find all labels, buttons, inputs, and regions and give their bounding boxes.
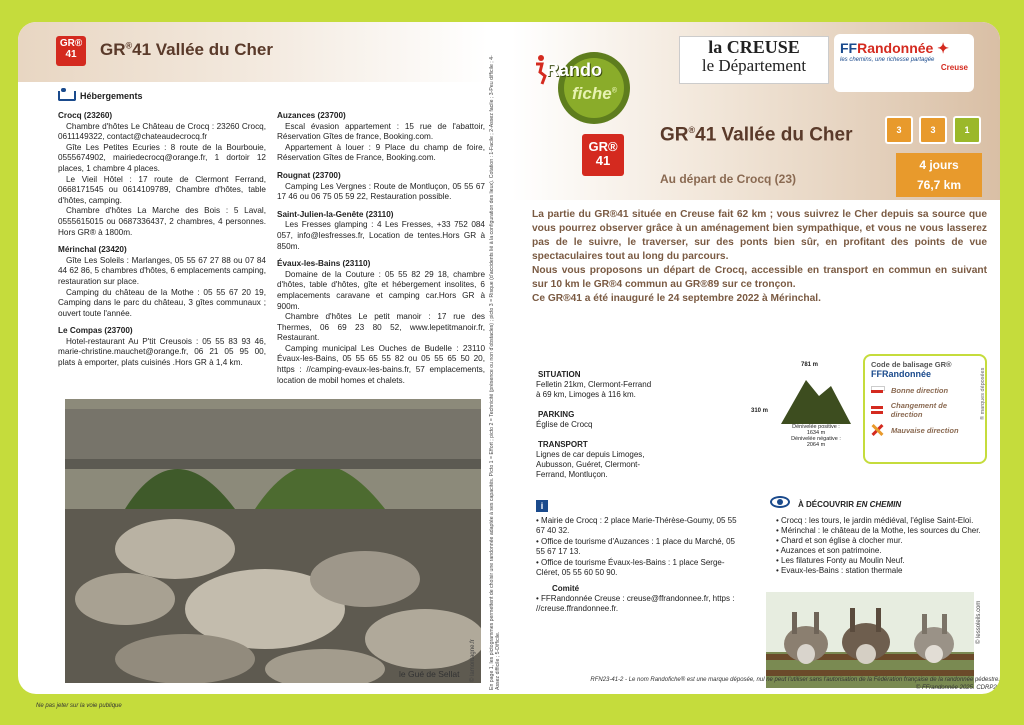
- difficulty-icons: [885, 116, 981, 144]
- river-bridge-illustration: [65, 399, 481, 683]
- comite-list: [536, 594, 746, 614]
- effort-icon: 3: [885, 116, 913, 144]
- pictogram-note: En page 1, les pictogrammes permettent de choisir une randonnée adaptée à ses capacités. Picto 1 = Effort ; picto 2 = Technicité (présence ou non d'obstacles) ; picto 3 = Risque (d'accidents lié à la configuration des lieux). Cotation : 1-Facile ; 2-Assez facile ; 3-Peu difficile ; 4-Assez difficile ; 5-Difficile.: [489, 55, 501, 690]
- elevation-profile: 781 m 310 m Dénivelée positive : 1634 m Dénivelée négative : 2064 m: [751, 362, 861, 462]
- lodging-town: Crocq (23260): [58, 111, 113, 120]
- donkeys-photo: [766, 592, 974, 688]
- trademark-note: ® marques déposées: [980, 367, 986, 420]
- lodging-entry: Chambre d'hôtes La Marche des Bois : 5 Laval, 0555615015 ou 0687336437, 2 chambres, 4 personnes. Hors GR® à 1800m.: [58, 206, 266, 237]
- lodging-town: Auzances (23700): [277, 111, 346, 120]
- lodging-entry: Gîte Les Petites Ecuries : 8 route de la Bourbouie, 0555674902, mairiedecrocq@orange.fr, 1 dortoir 12 places, 1 chambre 4 places.: [58, 142, 266, 173]
- lodging-town: Saint-Julien-la-Genête (23110): [277, 209, 394, 219]
- hebergements-heading: Hébergements: [58, 91, 143, 101]
- lodging-town: Mérinchal (23420): [58, 245, 127, 255]
- contact-item: • Office de tourisme Évaux-les-Bains : 1 place Serge-Cléret, 05 55 60 50 90.: [536, 558, 746, 578]
- legend-good: Bonne direction: [871, 384, 979, 396]
- route-title: GR®41 Vallée du Cher: [660, 124, 853, 146]
- balisage-legend: Code de balisage GR® FFRandonnée Bonne direction Changement de direction Mauvaise direction: [863, 354, 987, 464]
- legal-notice: RFN23-41-2 - Le nom Randofiche® est une marque déposée, nul ne peut l'utiliser sans l'autorisation de la Fédération française de la randonnée pédestre. © FFrandonnée 2025. CDRP23: [590, 677, 1000, 691]
- donkeys-illustration: [766, 592, 974, 688]
- discover-item: • Chard et son église à clocher mur.: [776, 536, 990, 546]
- lodging-entry: Hotel-restaurant Au P'tit Creusois : 05 55 83 93 46, marie-christine.mauchet@orange.fr, 06 21 05 95 00, plats à emporter, plats cuisinés .Hors GR à 1,4 km.: [58, 336, 266, 368]
- discover-item: • Les filatures Fonty au Moulin Neuf.: [776, 556, 990, 566]
- intro-text: La partie du GR®41 située en Creuse fait 62 km ; vous suivrez le Cher depuis sa source que vous pourrez observer grâce à un aménagement bien sympathique, et vous ne vous lasserez pas de le suivre, le traverser, sur des ponts bien sûr, en profitant des points de vue spectaculaires tout au long du parcours. Nous vous proposons un départ de Crocq, accessible en transport en commun en suivant sur 10 km le GR®4 commun au GR®89 sur ce tronçon. Ce GR®41 a été inauguré le 24 septembre 2022 à Mérinchal.: [532, 209, 987, 304]
- parking-block: PARKING Église de Crocq: [536, 410, 656, 430]
- gr-badge-big: GR® 41: [582, 134, 624, 176]
- duration-days: 4 jours: [919, 158, 959, 172]
- lodging-entry: Chambre d'hôtes Le Château de Crocq : 23260 Crocq, 0611149322, contact@chateaudecrocq.fr: [58, 121, 266, 142]
- ffrandonnee-logo: FFRandonnée ✦ les chemins, une richesse partagée Creuse: [834, 34, 974, 92]
- contacts: i • Mairie de Crocq : 2 place Marie-Thérèse-Goumy, 05 55 67 40 32. • Office de tourisme d'Auzances : 1 place du Marché, 05 55 67 17 13. • Office de tourisme Évaux-les-Bains : 1 place Serge-Cléret, 05 55 60 50 90. Comité • FFRandonnée Creuse : creuse@ffrandonnee.fr, https : //creuse.ffrandonnee.fr.: [536, 500, 746, 615]
- lodging-entry: Camping municipal Les Ouches de Budelle : 23110 Évaux-les-Bains, 05 55 65 55 82 ou 05 55 65 50 20, https : //camping-evaux-les-bains.fr, 57 emplacements, location de mobil homes et chalets.: [277, 343, 485, 385]
- left-column: [18, 22, 488, 694]
- discover-item: • Evaux-les-Bains : station thermale: [776, 566, 990, 576]
- lodging-entry: Gîte Les Soleils : Marlanges, 05 55 67 27 88 ou 07 84 44 62 86, 5 chambres d'hôtes, 6 emplacements camping, restauration sur place.: [58, 255, 266, 286]
- duration-box: [896, 153, 982, 197]
- page: [18, 22, 1000, 694]
- duration-distance: 76,7 km: [916, 178, 962, 192]
- contacts-list: [536, 516, 746, 578]
- lodging-entry: Camping du château de la Mothe : 05 55 67 20 19, Camping dans le parc du château, 3 gîtes communaux ; ouvert toute l'année.: [58, 287, 266, 318]
- lodging-entry: Le Vieil Hôtel : 17 route de Clermont Ferrand, 0668171545 ou 0614109789, Chambre d'hôtes, table d'hôtes, camping.: [58, 174, 266, 205]
- randofiche-logo-line1: Rando: [546, 60, 602, 80]
- legend-bad: Mauvaise direction: [871, 424, 979, 436]
- legend-change: Changement de direction: [871, 401, 979, 419]
- left-title: GR®41 Vallée du Cher: [100, 40, 273, 59]
- photo-caption: le Gué de Sellat: [399, 669, 460, 679]
- randofiche-logo-line2: fiche®: [572, 84, 617, 103]
- change-direction-icon: [871, 404, 883, 416]
- lodging-town: Le Compas (23700): [58, 326, 133, 336]
- risk-icon: 1: [953, 116, 981, 144]
- discover-item: • Mérinchal : le château de la Mothe, les sources du Cher.: [776, 526, 990, 536]
- discover-list: [776, 516, 990, 576]
- lodging-town: Rougnat (23700): [277, 170, 341, 180]
- right-column: [512, 22, 1000, 694]
- lodging-entry: Appartement à louer : 9 Place du champ de foire, Réservation Gîtes de France, Booking.com.: [277, 142, 485, 163]
- bed-icon: [58, 91, 76, 101]
- wrong-direction-icon: [871, 424, 883, 436]
- lodging-town: Évaux-les-Bains (23110): [277, 259, 371, 269]
- contact-item: • Mairie de Crocq : 2 place Marie-Thérèse-Goumy, 05 55 67 40 32.: [536, 516, 746, 536]
- comite-item: • FFRandonnée Creuse : creuse@ffrandonnee.fr, https : //creuse.ffrandonnee.fr.: [536, 594, 746, 614]
- lodging-column-1: [58, 111, 266, 369]
- lodging-entry: Chambre d'hôtes Le petit manoir : 17 rue des Thermes, 06 69 23 80 52, www.lepetitmanoir.fr, Restaurant.: [277, 312, 485, 343]
- lodging-entry: Les Fresses glamping : 4 Les Fresses, +33 752 084 057, info@lesfresses.fr, Location de tentes.Hors GR à 850m.: [277, 220, 485, 251]
- randofiche-logo: [532, 46, 652, 126]
- route-subtitle: Au départ de Crocq (23): [660, 172, 797, 186]
- lodging-column-2: [277, 111, 485, 386]
- elevation-graphic: [751, 372, 861, 432]
- discover-section: À DÉCOUVRIR EN CHEMIN • Crocq : les tours, le jardin médiéval, l'église Saint-Eloi. • Mérinchal : le château de la Mothe, les sources du Cher. • Chard et son église à clocher mur. • Auzances et son patrimoine. • Les filatures Fonty au Moulin Neuf. • Evaux-les-Bains : station thermale: [770, 500, 990, 576]
- river-photo: [65, 399, 481, 683]
- practical-info: [536, 354, 976, 484]
- contact-item: • Office de tourisme d'Auzances : 1 place du Marché, 05 55 67 17 13.: [536, 537, 746, 557]
- discover-item: • Auzances et son patrimoine.: [776, 546, 990, 556]
- discover-item: • Crocq : les tours, le jardin médiéval, l'église Saint-Eloi.: [776, 516, 990, 526]
- lodging-entry: Escal évasion appartement : 15 rue de l'abattoir, Réservation Gîtes de france, Booking.com.: [277, 121, 485, 142]
- situation-block: SITUATION Felletin 21km, Clermont-Ferrand à 69 km, Limoges à 116 km.: [536, 370, 656, 400]
- eye-icon: [770, 496, 790, 508]
- lodging-entry: Camping Les Vergnes : Route de Montluçon, 05 55 67 17 46 ou 06 75 05 59 22, Restauration possible.: [277, 181, 485, 202]
- gr-badge-small: GR® 41: [56, 36, 86, 66]
- lodging-entry: Domaine de la Couture : 05 55 82 29 18, chambre d'hôtes, table d'hôtes, gîte et hébergement insolites, 6 emplacements caravane et camping car.Hors GR à 900m.: [277, 269, 485, 311]
- right-photo-credit: © lessoleils.com: [976, 600, 982, 644]
- technique-icon: 3: [919, 116, 947, 144]
- footnote: Ne pas jeter sur la voie publique: [36, 703, 122, 709]
- creuse-departement-logo: la CREUSE le Département: [679, 36, 829, 84]
- transport-block: TRANSPORT Lignes de car depuis Limoges, Aubusson, Guéret, Clermont-Ferrand, Montluçon.: [536, 440, 656, 480]
- info-icon: i: [536, 500, 548, 512]
- good-direction-icon: [871, 384, 883, 396]
- photo-credit: © lamontagne.fr: [470, 639, 476, 682]
